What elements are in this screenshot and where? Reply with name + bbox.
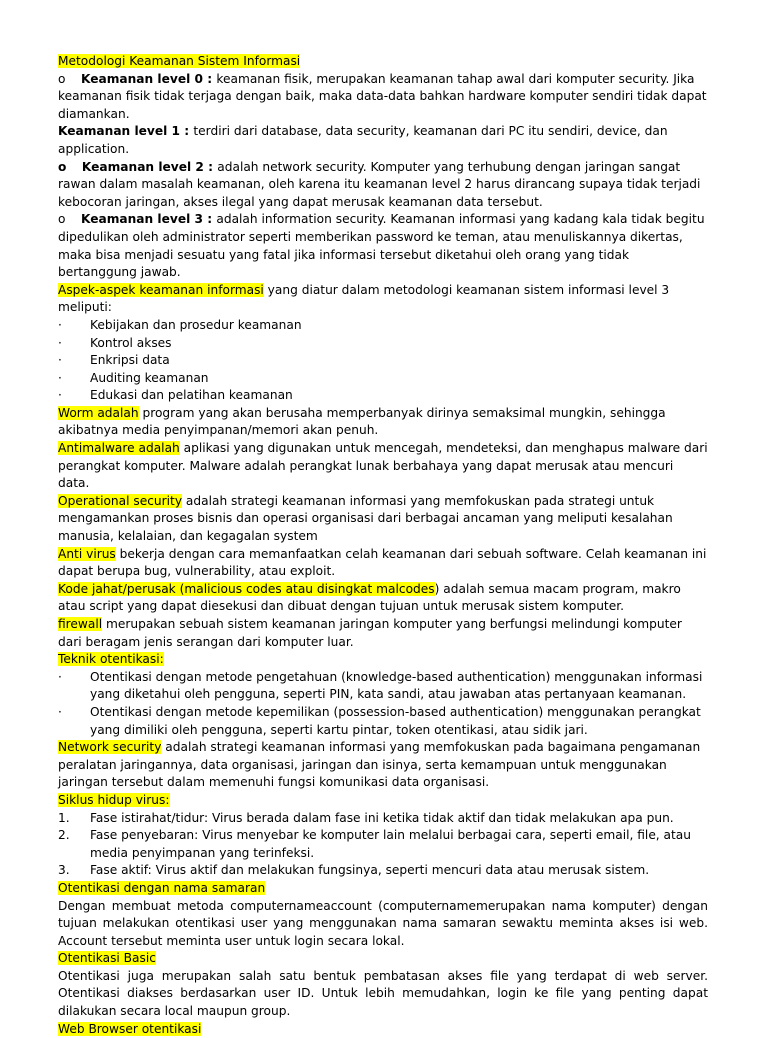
level-text: keamanan fisik, merupakan keamanan tahap awal dari komputer security. Jika keamanan fisik tidak terjaga dengan baik, maka data-data bahkan hardware komputer sendiri tidak dapat diamankan. (58, 71, 707, 121)
aspek-intro (58, 282, 708, 317)
level-3 (58, 211, 708, 281)
def-text: adalah strategi keamanan informasi yang memfokuskan pada strategi untuk mengamankan proses bisnis dan operasi organisasi dari berbagai ancaman yang meliputi kesalahan manusia, kelalaian, dan kegagalan system (58, 493, 673, 544)
aspek-text: yang diatur dalam metodologi keamanan sistem informasi level 3 meliputi: (58, 282, 670, 315)
bullet-marker: · (58, 317, 62, 332)
def-term: Kode jahat/perusak (malicious codes atau disingkat malcodes (58, 581, 435, 596)
bullet-marker: · (58, 370, 62, 385)
bullet-marker: · (58, 335, 62, 350)
def-text: program yang akan berusaha memperbanyak dirinya semaksimal mungkin, sehingga akibatnya media penyimpanan/memori akan penuh. (58, 405, 666, 438)
siklus-item-text: Fase istirahat/tidur: Virus berada dalam fase ini ketika tidak aktif dan tidak melakukan apa pun. (90, 810, 674, 825)
def-firewall (58, 616, 708, 651)
teknik-item (58, 704, 708, 739)
teknik-item (58, 669, 708, 704)
def-term: firewall (58, 617, 103, 631)
doc-title (58, 53, 708, 71)
teknik-item-text: Otentikasi dengan metode kepemilikan (possession-based authentication) menggunakan perangkat yang dimiliki oleh pengguna, seperti kartu pintar, token otentikasi, atau sidik jari. (90, 704, 701, 737)
aspek-term: Aspek-aspek keamanan informasi (58, 282, 264, 297)
aspek-item-text: Auditing keamanan (90, 370, 209, 385)
level-term: Keamanan level 3 (80, 212, 203, 227)
teknik-heading (58, 651, 708, 669)
level-sep: : (203, 159, 218, 174)
siklus-item (58, 827, 708, 862)
def-network-security (58, 739, 708, 792)
teknik-item-text: Otentikasi dengan metode pengetahuan (knowledge-based authentication) menggunakan informasi yang diketahui oleh pengguna, seperti PIN, kata sandi, atau jawaban atas pertanyaan keamanan. (90, 669, 703, 702)
aspek-item-text: Kontrol akses (90, 335, 172, 350)
network-text: adalah strategi keamanan informasi yang memfokuskan pada bagaimana pengamanan peralatan jaringannya, data organisasi, jaringan dan isinya, serta kemampuan untuk menggunakan jaringan tersebut dalam memenuhi fungsi komunikasi data organisasi. (58, 740, 701, 790)
level-term: Keamanan level 0 (80, 71, 203, 86)
samaran-heading (58, 880, 708, 898)
def-term: Anti virus (58, 546, 116, 561)
basic-term: Otentikasi Basic (58, 951, 156, 966)
level-sep: : (203, 71, 217, 86)
level-text: adalah information security. Keamanan informasi yang kadang kala tidak begitu dipedulikan oleh administrator seperti memberikan password ke teman, atau menuliskannya dikertas, maka bisa menjadi sesuatu yang fatal jika informasi tersebut diketahui oleh orang yang tidak bertanggung jawab. (58, 212, 705, 280)
aspek-item-text: Kebijakan dan prosedur keamanan (90, 317, 302, 332)
siklus-item (58, 862, 708, 880)
aspek-item-text: Edukasi dan pelatihan keamanan (90, 388, 293, 403)
level-0 (58, 71, 708, 124)
bullet-marker: · (58, 388, 62, 403)
level-sep: : (203, 212, 217, 227)
aspek-item-text: Enkripsi data (90, 353, 170, 368)
def-text: aplikasi yang digunakan untuk mencegah, mendeteksi, dan menghapus malware dari perangkat komputer. Malware adalah perangkat lunak berbahaya yang dapat merusak atau mencuri data. (58, 441, 708, 491)
level-term: Keamanan level 2 (81, 159, 204, 174)
siklus-heading (58, 792, 708, 810)
level-term: Keamanan level 1 (58, 124, 181, 139)
siklus-item-text: Fase penyebaran: Virus menyebar ke komputer lain melalui berbagai cara, seperti email, file, atau media penyimpanan yang terinfeksi. (90, 828, 691, 860)
def-operational-security (58, 493, 708, 546)
bullet-marker: · (58, 669, 62, 684)
basic-heading (58, 950, 708, 968)
bullet-marker: · (58, 353, 62, 368)
def-malcodes (58, 581, 708, 616)
browser-term: Web Browser otentikasi (58, 1021, 202, 1036)
level-marker: o (58, 159, 67, 174)
aspek-item (58, 352, 708, 370)
level-text: adalah network security. Komputer yang terhubung dengan jaringan sangat rawan dalam masalah keamanan, oleh karena itu keamanan level 2 harus dirancang supaya tidak terjadi kebocoran jaringan, akses ilegal yang dapat merusak keamanan data tersebut. (58, 159, 701, 209)
title-highlight: Metodologi Keamanan Sistem Informasi (58, 54, 301, 68)
siklus-item-text: Fase aktif: Virus aktif dan melakukan fungsinya, seperti mencuri data atau merusak sistem. (90, 863, 650, 878)
aspek-item (58, 317, 708, 335)
def-antimalware (58, 440, 708, 493)
def-anti-virus (58, 546, 708, 581)
aspek-item (58, 335, 708, 353)
item-number: 2. (58, 828, 70, 843)
siklus-item (58, 810, 708, 828)
def-text: bekerja dengan cara memanfaatkan celah keamanan dari sebuah software. Celah keamanan ini dapat berupa bug, vulnerability, atau exploit. (58, 546, 707, 579)
aspek-item (58, 387, 708, 405)
def-text: merupakan sebuah sistem keamanan jaringan komputer yang berfungsi melindungi komputer dari beragam jenis serangan dari komputer luar. (58, 617, 682, 649)
def-text: ) adalah semua macam program, makro atau script yang dapat diesekusi dan dibuat dengan tujuan untuk merusak sistem komputer. (58, 581, 681, 614)
siklus-term: Siklus hidup virus: (58, 792, 170, 807)
level-text: terdiri dari database, data security, keamanan dari PC itu sendiri, device, dan application. (58, 124, 668, 156)
network-term: Network security (58, 740, 162, 755)
bullet-marker: · (58, 704, 62, 719)
teknik-term: Teknik otentikasi: (58, 652, 164, 667)
level-marker: o (58, 71, 66, 86)
item-number: 1. (58, 810, 70, 825)
basic-text: Otentikasi juga merupakan salah satu bentuk pembatasan akses file yang terdapat di web server. Otentikasi diakses berdasarkan user ID. Untuk lebih memudahkan, login ke file yang penting dapat dilakukan secara local maupun group. (58, 968, 708, 1019)
item-number: 3. (58, 863, 70, 878)
document-page (58, 53, 708, 1038)
samaran-term: Otentikasi dengan nama samaran (58, 880, 266, 895)
browser-heading (58, 1021, 708, 1038)
level-2 (58, 159, 708, 212)
level-sep: : (180, 124, 194, 139)
aspek-item (58, 370, 708, 388)
samaran-text: Dengan membuat metoda computernameaccount (computernamemerupakan nama komputer) dengan tujuan melakukan otentikasi user yang menggunakan nama samaran sewaktu meminta akses isi web. Account tersebut meminta user untuk login secara lokal. (58, 898, 708, 948)
def-term: Operational security (58, 493, 183, 508)
def-worm (58, 405, 708, 440)
def-term: Antimalware adalah (58, 441, 180, 456)
level-marker: o (58, 212, 66, 227)
level-1 (58, 123, 708, 158)
def-term: Worm adalah (58, 405, 139, 420)
